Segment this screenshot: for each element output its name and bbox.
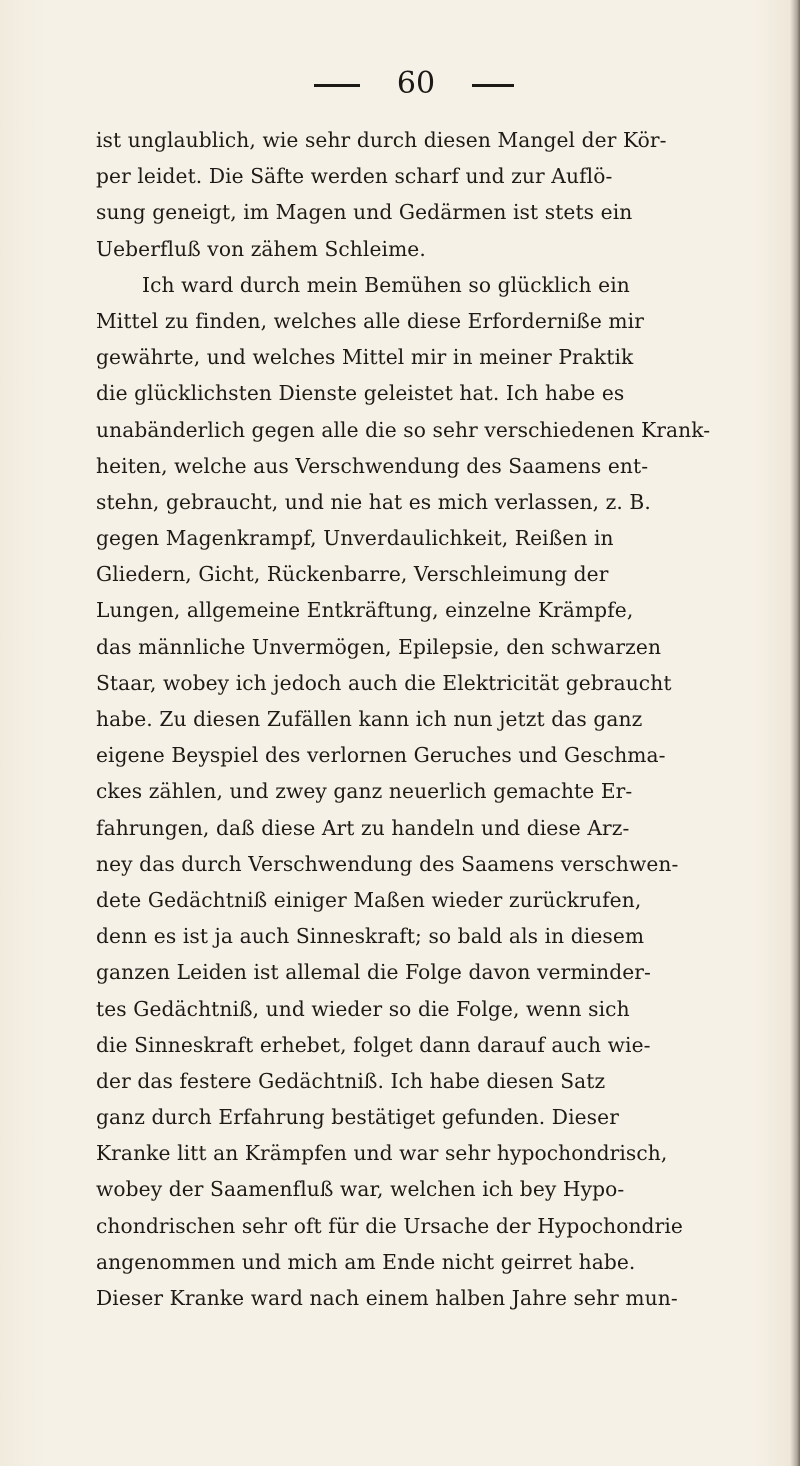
page-edge-shadow [790, 0, 800, 1466]
text-line: eigene Beyspiel des verlornen Geruches und Geschma- [96, 743, 666, 768]
text-line: unabänderlich gegen alle die so sehr verschiedenen Krank- [96, 417, 711, 442]
text-line: ist unglaublich, wie sehr durch diesen Mangel der Kör- [96, 128, 667, 152]
text-line: chondrischen sehr oft für die Ursache der Hypochondrie [96, 1213, 683, 1238]
body-text [96, 122, 780, 1316]
text-line: sung geneigt, im Magen und Gedärmen ist stets ein [96, 200, 633, 225]
text-line: denn es ist ja auch Sinneskraft; so bald als in diesem [96, 924, 645, 949]
text-line: Ueberfluß von zähem Schleime. [96, 236, 426, 261]
text-line: dete Gedächtniß einiger Maßen wieder zurückrufen, [96, 887, 642, 912]
page-header [0, 64, 800, 104]
text-line: ganz durch Erfahrung bestätiget gefunden. Dieser [96, 1105, 619, 1130]
text-line: fahrungen, daß diese Art zu handeln und diese Arz- [96, 815, 630, 840]
text-line: Gliedern, Gicht, Rückenbarre, Verschleimung der [96, 562, 609, 587]
text-line: heiten, welche aus Verschwendung des Saamens ent- [96, 453, 649, 478]
text-line: Dieser Kranke ward nach einem halben Jahre sehr mun- [96, 1286, 678, 1310]
header-dash-left [314, 84, 360, 87]
page-number: 60 [396, 66, 436, 101]
text-line: per leidet. Die Säfte werden scharf und zur Auflö- [96, 164, 613, 189]
text-line: Ich ward durch mein Bemühen so glücklich ein [142, 272, 630, 297]
text-line: tes Gedächtniß, und wieder so die Folge, wenn sich [96, 996, 630, 1021]
text-line: Mittel zu finden, welches alle diese Erforderniße mir [96, 308, 644, 333]
text-line: Kranke litt an Krämpfen und war sehr hypochondrisch, [96, 1141, 668, 1166]
text-line: ney das durch Verschwendung des Saamens verschwen- [96, 851, 679, 876]
text-line: angenommen und mich am Ende nicht geirret habe. [96, 1249, 636, 1274]
header-dash-right [472, 84, 514, 87]
text-line: die Sinneskraft erhebet, folget dann darauf auch wie- [96, 1032, 651, 1057]
text-line: die glücklichsten Dienste geleistet hat. Ich habe es [96, 381, 625, 406]
text-line: der das festere Gedächtniß. Ich habe diesen Satz [96, 1068, 606, 1093]
text-line: wobey der Saamenfluß war, welchen ich bey Hypo- [96, 1177, 625, 1202]
text-line: gegen Magenkrampf, Unverdaulichkeit, Reißen in [96, 526, 614, 551]
text-line: ganzen Leiden ist allemal die Folge davon verminder- [96, 960, 651, 985]
text-line: das männliche Unvermögen, Epilepsie, den schwarzen [96, 634, 662, 659]
text-line: Staar, wobey ich jedoch auch die Elektricität gebraucht [96, 670, 672, 695]
text-line: Lungen, allgemeine Entkräftung, einzelne Krämpfe, [96, 598, 634, 623]
text-line: stehn, gebraucht, und nie hat es mich verlassen, z. B. [96, 489, 651, 514]
text-line: habe. Zu diesen Zufällen kann ich nun jetzt das ganz [96, 707, 643, 731]
text-line: gewährte, und welches Mittel mir in meiner Praktik [96, 345, 634, 370]
text-line: ckes zählen, und zwey ganz neuerlich gemachte Er- [96, 779, 633, 804]
